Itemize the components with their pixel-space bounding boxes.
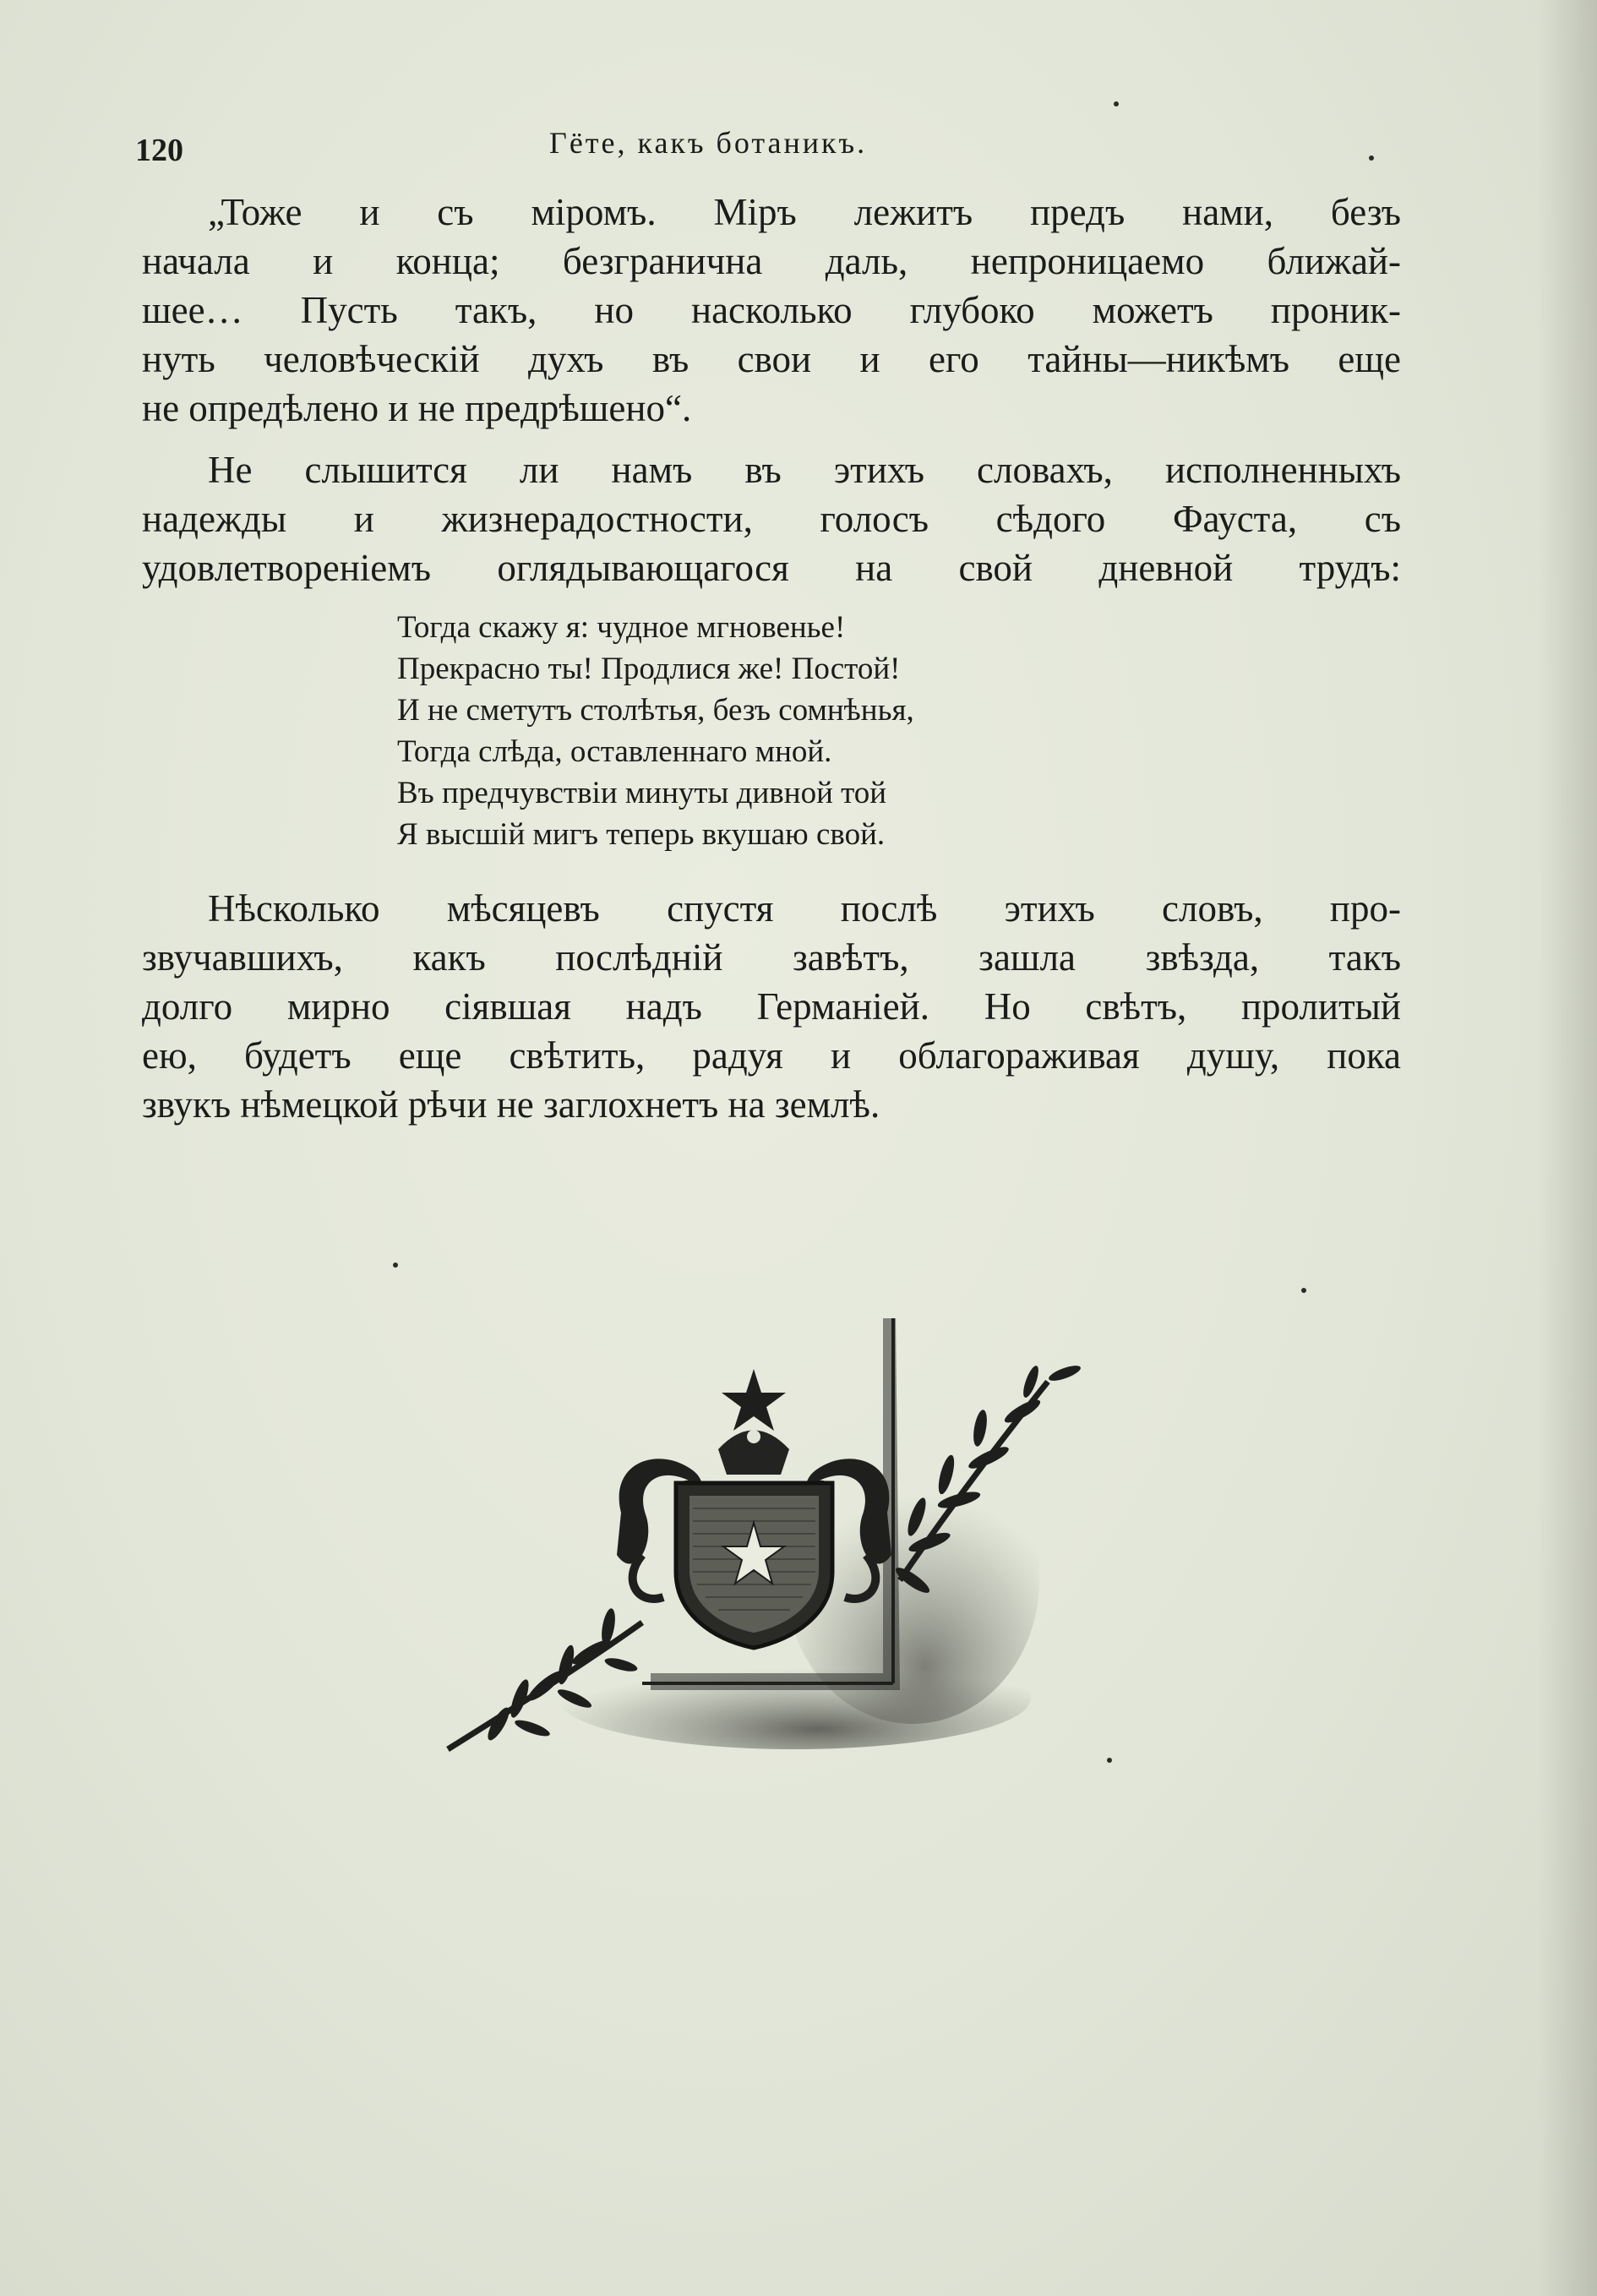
vignette-graphic [439, 1301, 1132, 1775]
paper-speck [393, 1263, 398, 1268]
verse-block [397, 607, 914, 855]
paragraph-quote [142, 188, 1401, 433]
verse-line: Тогда слѣда, оставленнаго мной. [397, 734, 832, 769]
paper-speck [1107, 1758, 1112, 1763]
paragraph-faust [142, 445, 1401, 592]
verse-line: Тогда скажу я: чудное мгновенье! [397, 610, 846, 645]
text-line: шее… Пусть такъ, но насколько глубоко можетъ проник- [142, 289, 1401, 331]
page-edge-shadow [1538, 0, 1597, 2296]
verse-line: Я высшій мигъ теперь вкушаю свой. [397, 817, 886, 852]
verse-line: Прекрасно ты! Продлися же! Постой! [397, 652, 901, 686]
text-line: „Тоже и съ міромъ. Міръ лежитъ предъ нами, безъ [208, 191, 1401, 233]
paper-speck [1114, 101, 1119, 106]
paper-speck [1301, 1288, 1306, 1293]
text-line: не опредѣлено и не предрѣшено“. [142, 387, 692, 429]
paper-speck [1369, 155, 1374, 161]
verse-line: Въ предчувствіи минуты дивной той [397, 776, 887, 810]
text-line: начала и конца; безгранична даль, непроницаемо ближай- [142, 240, 1401, 282]
text-line: Не слышится ли намъ въ этихъ словахъ, исполненныхъ [208, 449, 1401, 491]
text-line: удовлетвореніемъ оглядывающагося на свой дневной трудъ: [142, 547, 1401, 589]
text-line: Нѣсколько мѣсяцевъ спустя послѣ этихъ словъ, про- [208, 887, 1401, 930]
page-number: 120 [135, 133, 183, 168]
running-title: Гёте, какъ ботаникъ. [549, 126, 868, 160]
paragraph-closing [142, 884, 1401, 1129]
verse-line: И не сметутъ столѣтья, безъ сомнѣнья, [397, 693, 914, 728]
text-line: звучавшихъ, какъ послѣдній завѣтъ, зашла звѣзда, такъ [142, 936, 1401, 979]
text-line: долго мирно сіявшая надъ Германіей. Но свѣтъ, пролитый [142, 985, 1401, 1028]
text-line: нуть человѣческій духъ въ свои и его тайны—никѣмъ еще [142, 338, 1401, 380]
text-line: звукъ нѣмецкой рѣчи не заглохнетъ на землѣ. [142, 1083, 880, 1126]
coat-of-arms-icon [439, 1301, 1132, 1775]
text-line: надежды и жизнерадостности, голосъ сѣдого Фауста, съ [142, 498, 1401, 540]
page-header [135, 125, 1403, 176]
text-line: ею, будетъ еще свѣтить, радуя и облагораживая душу, пока [142, 1034, 1401, 1077]
